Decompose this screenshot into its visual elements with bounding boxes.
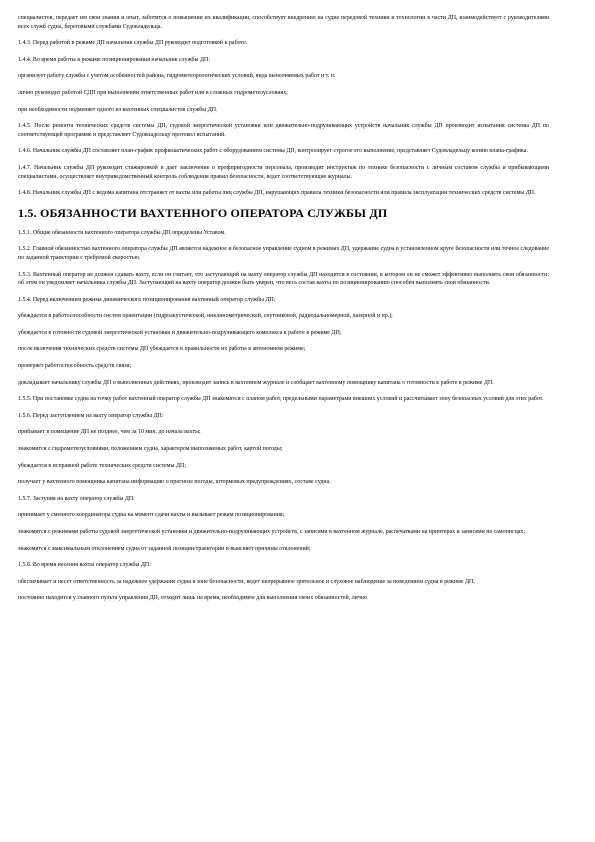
- paragraph: 1.5.7. Заступив на вахту оператор службы ДП:: [18, 495, 135, 502]
- paragraph: 1.4.4. Во время работы в режиме позиционирования начальник службы ДП:: [18, 56, 210, 63]
- paragraph: 1.5.4. Перед включением режима динамического позиционирования вахтенный оператор службы ДП:: [18, 296, 276, 303]
- paragraph: прибывает в помещение ДП не позднее, чем за 10 мин. до начала вахты;: [18, 429, 201, 436]
- paragraph: лично руководит работой СДП при выполнении ответственных работ или в сложных гидрометеоусловиях;: [18, 89, 288, 96]
- paragraph: получает у вахтенного помощника капитана информацию о прогнозе погоды, штормовых предупреждениях, составе судна.: [18, 479, 331, 486]
- paragraph: 1.4.8. Начальник службы ДП с ведома капитана отстраняет от вахты или работы лиц службы ДП, нарушающих правила техники безопасности или правила эксплуатации технических средств системы ДП.: [18, 190, 536, 197]
- section-heading: 1.5. ОБЯЗАННОСТИ ВАХТЕННОГО ОПЕРАТОРА СЛУЖБЫ ДП: [18, 205, 388, 220]
- paragraph: 1.4.6. Начальник службы ДП составляет план-график профилактических работ с оборудованием системы ДП, контролирует строгое его выполнение, представляет Судовладельцу копию плана-графика.: [18, 148, 528, 155]
- paragraph: знакомится с гидрометеоусловиями, положением судна, характером выполняемых работ, картой погоды;: [18, 446, 283, 453]
- paragraph: убеждается в исправной работе технических средств системы ДП;: [18, 462, 186, 469]
- paragraph: 1.5.2. Главной обязанностью вахтенного оператора службы ДП является надежное и безопасное управление судном в режимах ДП, удержание судна в установленном круге безопасности или точное следование по заданной траектории с требуемой скоростью.: [18, 246, 549, 261]
- paragraph: специалистов, передает им свои знания и опыт, заботится о повышении их квалификации, способствует внедрению на судне передовой техники и технологии в части ДП, взаимодействует с руководителями всех служб судна, береговыми службами Судовладельца.: [18, 15, 549, 30]
- paragraph: 1.4.5. После ремонта технических средств системы ДП, судовой энергетической установки или движительно-подруливающих устройств начальник службы ДП производит испытания системы ДП по соответствующей программе и представляет Судовладельцу протокол испытаний.: [18, 123, 549, 138]
- paragraph: убеждается в работоспособности систем ориентации (гидроакустической, инклинометрической, спутниковой, радиодальномерной, лазерной и пр.);: [18, 313, 393, 320]
- paragraph: убеждается в готовности судовой энергетической установки и движительно-подруливающего комплекса к работе в режиме ДП;: [18, 329, 342, 336]
- paragraph: постоянно находится у главного пульта управления ДП, отходит лишь на время, необходимое для выполнения своих обязанностей, лично: [18, 595, 367, 602]
- paragraph: при необходимости подменяет одного из вахтенных специалистов службы ДП.: [18, 106, 218, 113]
- paragraph: знакомится с режимами работы судовой энергетической установки и движительно-подруливающих устройств, с записями в вахтенном журнале, распечатками на принтерах и записями на самописцах;: [18, 529, 526, 535]
- paragraph: знакомится с максимальным отклонением судна от заданной позиции/траектории и выясняет причины отклонений;: [18, 545, 311, 552]
- paragraph: организует работу службы с учетом особенностей района, гидрометеорологических условий, вида выполняемых работ и т. п.: [18, 73, 336, 80]
- paragraph: принимает у сменного координатора судна на момент сдачи вахты и вызывает режим позиционирования;: [18, 512, 285, 519]
- paragraph: 1.5.1. Общие обязанности вахтенного оператора службы ДП определены Уставом.: [18, 229, 226, 236]
- paragraph: 1.5.8. Во время несения вахты оператор службы ДП:: [18, 562, 151, 569]
- paragraph: докладывает начальнику службы ДП о выполненных действиях, производит запись в вахтенном журнале и сообщает вахтенному помощнику капитана о готовности к работе в режиме ДП.: [18, 379, 494, 386]
- paragraph: 1.5.6. Перед заступлением на вахту оператор службы ДП:: [18, 412, 164, 419]
- paragraph: проверяет работоспособность средств связи;: [18, 363, 132, 370]
- paragraph: обеспечивает и несет ответственность за надежное удержание судна в зоне безопасности, ведет непрерывное зрительное и слуховое наблюдение за поведением судна в режиме ДП;: [18, 578, 475, 585]
- paragraph: 1.4.3. Перед работой в режиме ДП начальник службы ДП руководит подготовкой к работе.: [18, 40, 248, 47]
- paragraph: 1.5.5. При постановке судна на точку работ вахтенный оператор службы ДП знакомится с планом работ, предельными параметрами внешних условий и рассчитывает зону безопасных условий для этих работ.: [18, 396, 544, 403]
- paragraph: после включения технических средств системы ДП убеждается в правильности их работы в автономном режиме;: [18, 346, 306, 353]
- paragraph: 1.4.7. Начальник службы ДП руководит стажировкой и дает заключение о профпригодности персонала, производит инструктаж по технике безопасности с личным составом службы и прибывающими специалистами, осуществляет внутриведомственный контроль соблюдения правил безопасности, ведет соответствующие журналы.: [18, 164, 549, 180]
- paragraph: 1.5.3. Вахтенный оператор не должен сдавать вахту, если он считает, что заступающий на вахту оператор службы ДП находится в состоянии, в котором он не сможет эффективно выполнять свои обязанности; об этом он уведомляет начальника службы ДП. Заступающий на вахту оператор должен быть уверен, что весь состав вахты по позиционированию способен выполнять свои обязанности.: [18, 271, 549, 287]
